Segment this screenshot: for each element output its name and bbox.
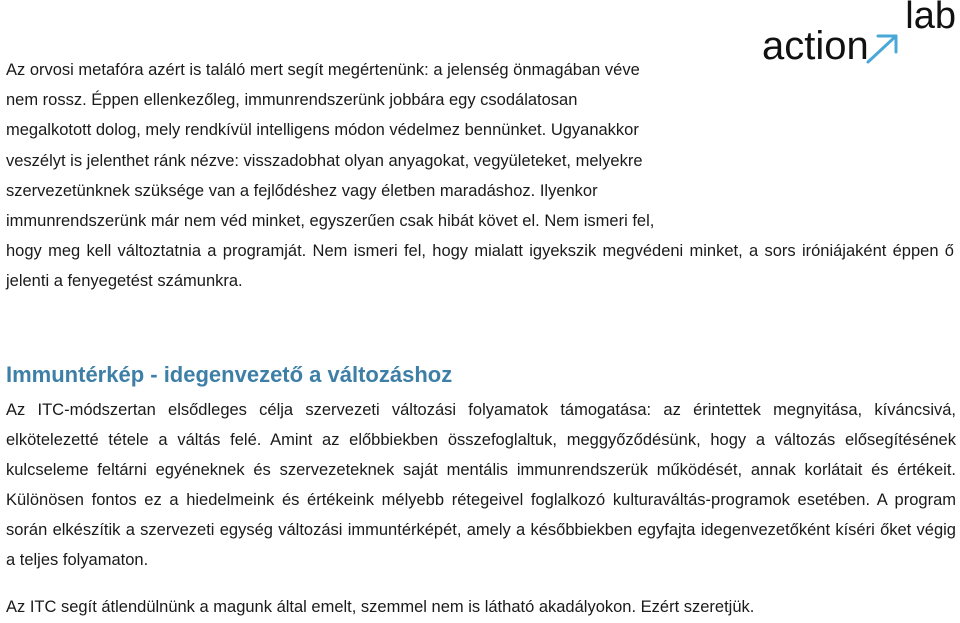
- intro-line: immunrendszerünk már nem véd minket, egyszerűen csak hibát követ el. Nem ismeri fel,: [6, 212, 655, 231]
- intro-paragraph: [6, 55, 746, 236]
- logo-lab-text: lab: [905, 0, 956, 37]
- intro-paragraph-tail: hogy meg kell változtatnia a programját. Nem ismeri fel, hogy mialatt igyekszik megvédeni minket, a sors iróniájaként éppen ő jelenti a fenyegetést számunkra.: [6, 242, 954, 291]
- intro-line: veszélyt is jelenthet ránk nézve: visszadobhat olyan anyagokat, vegyületeket, melyekre: [6, 151, 643, 170]
- intro-line: szervezetünknek szüksége van a fejlődéshez vagy életben maradáshoz. Ilyenkor: [6, 181, 598, 200]
- intro-line: Az orvosi metafóra azért is találó mert segít megértenünk: a jelenség önmagában véve: [6, 61, 640, 79]
- closing-paragraph: Az ITC segít átlendülnünk a magunk által emelt, szemmel nem is látható akadályokon. Ezért szeretjük.: [6, 598, 755, 616]
- intro-line: megalkotott dolog, mely rendkívül intelligens módon védelmez bennünket. Ugyanakkor: [6, 121, 639, 140]
- intro-line: nem rossz. Éppen ellenkezőleg, immunrendszerünk jobbára egy csodálatosan: [6, 91, 578, 110]
- section-paragraph: Az ITC-módszertan elsődleges célja szervezeti változási folyamatok támogatása: az érintettek megnyitása, kíváncsivá, elkötelezetté tétele a váltás felé. Amint az előbbiekben összefoglaltuk, meggyőződésünk, hogy a változás elősegítésének kulcseleme feltárni egyéneknek és szervezeteknek saját mentális immunrendszerük működését, annak korlátait és értékeit. Különösen fontos ez a hiedelmeink és értékeink mélyebb rétegeivel foglalkozó kulturaváltás-programok esetében. A program során elkészítik a szervezeti egység változási immuntérképét, amely a későbbiekben egyfajta idegenvezetőként kíséri őket végig a teljes folyamaton.: [6, 401, 956, 570]
- logo-action-text: action: [762, 24, 869, 68]
- logo-arrow-icon: [862, 32, 902, 66]
- action-lab-logo: [760, 0, 960, 70]
- section-heading: Immuntérkép - idegenvezető a változáshoz: [6, 362, 453, 387]
